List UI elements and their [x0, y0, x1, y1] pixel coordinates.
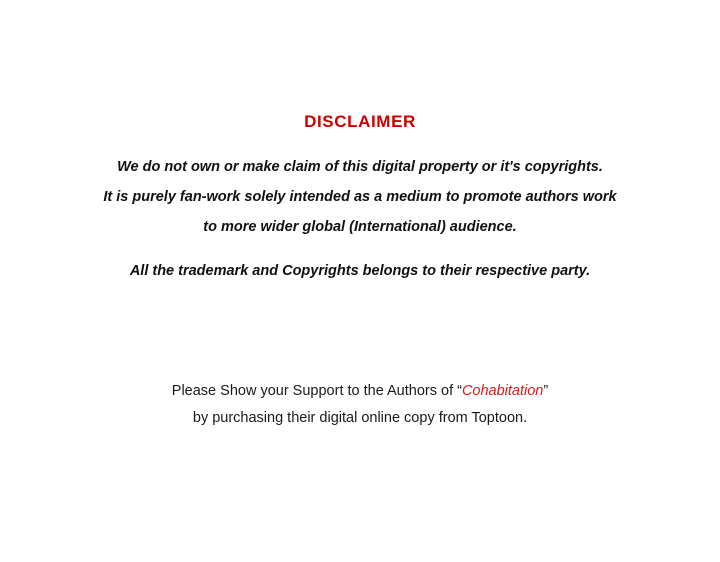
work-title-link[interactable]: Cohabitation — [461, 383, 544, 399]
support-text-block — [60, 378, 660, 432]
support-prefix: Please Show your Support to the Authors of “ — [171, 383, 462, 399]
disclaimer-line-4: All the trademark and Copyrights belongs to their respective party. — [129, 263, 591, 279]
disclaimer-line-2: It is purely fan-work solely intended as a medium to promote authors work — [103, 189, 617, 205]
disclaimer-line-1: We do not own or make claim of this digital property or it's copyrights. — [117, 159, 603, 175]
disclaimer-text-block — [95, 152, 625, 286]
support-suffix: ” — [543, 383, 549, 399]
disclaimer-line-3: to more wider global (International) audience. — [203, 219, 517, 235]
page-title: DISCLAIMER — [304, 112, 416, 131]
support-line-1 — [60, 378, 660, 405]
support-line-2: by purchasing their digital online copy from Toptoon. — [192, 410, 528, 426]
